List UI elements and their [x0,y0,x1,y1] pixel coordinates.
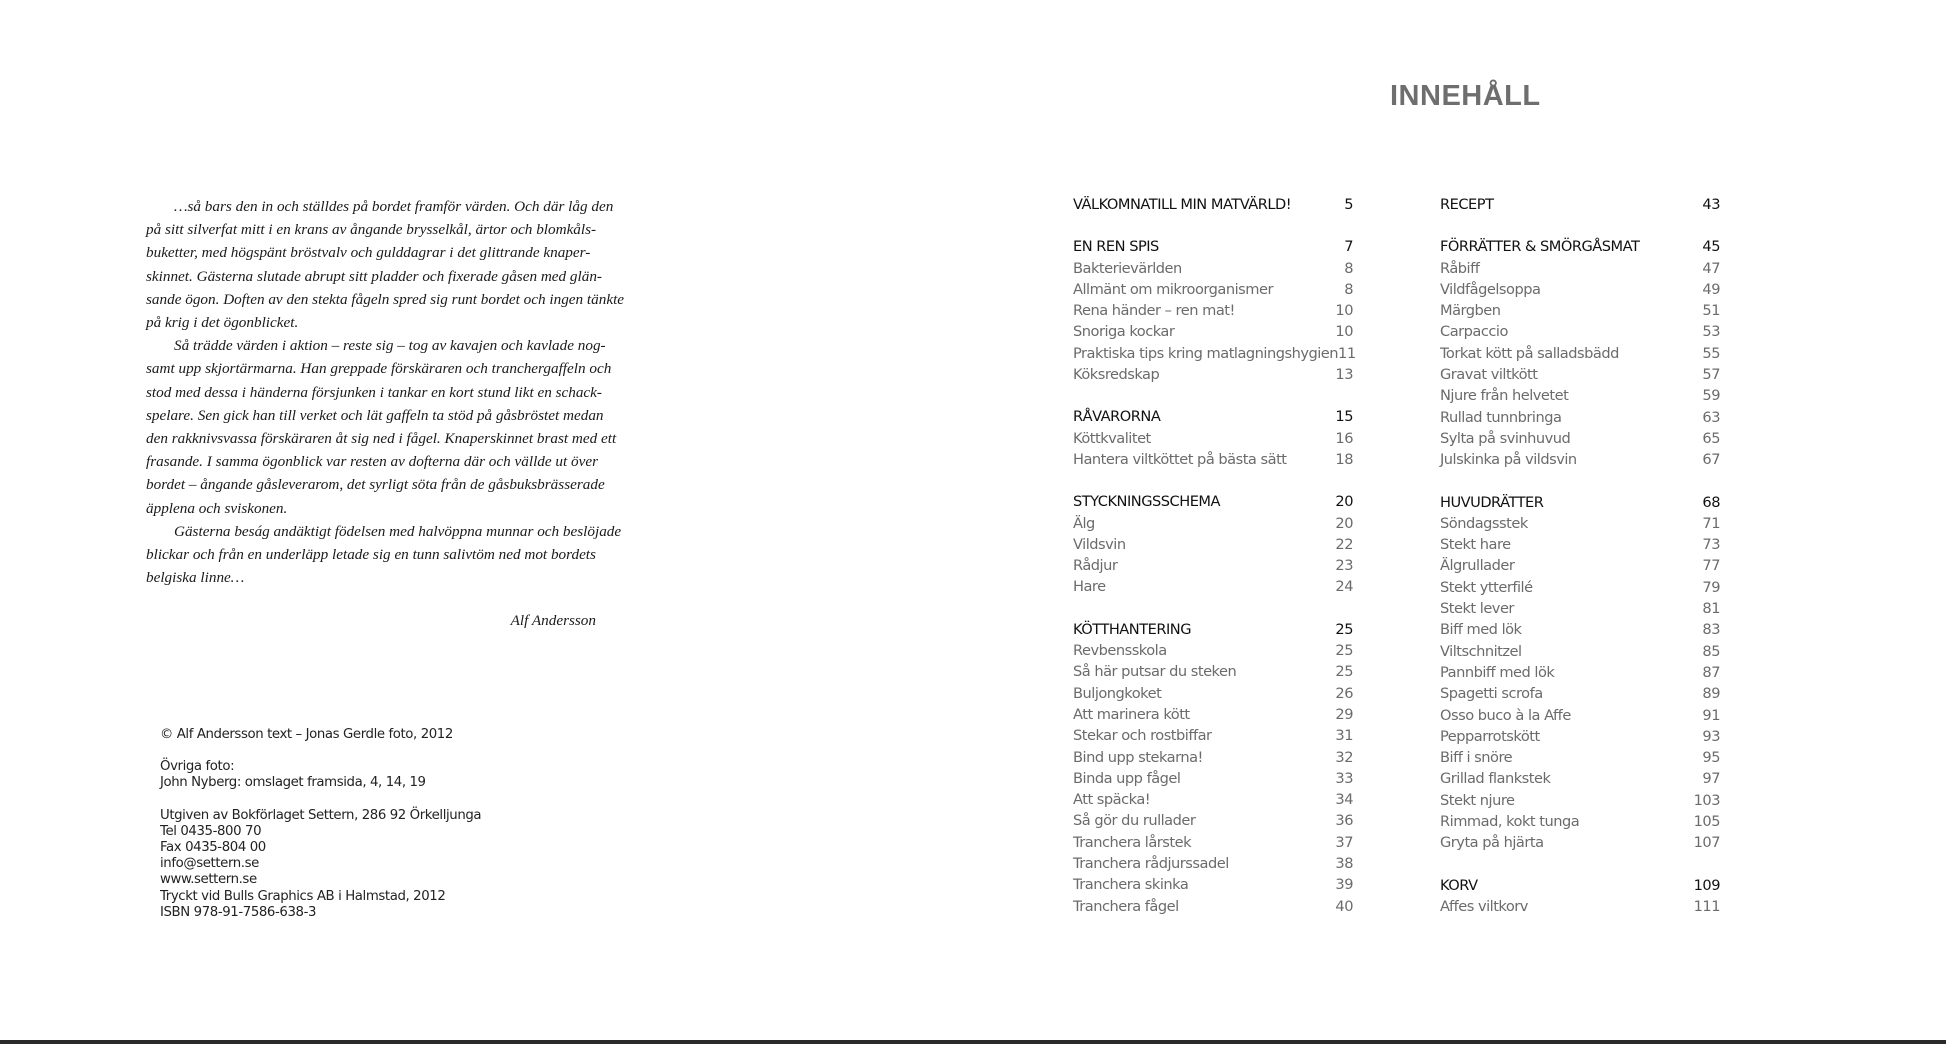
toc-entry [1073,302,1353,323]
toc-entry [1440,643,1720,664]
toc-section [1440,494,1720,856]
toc-entry-page: 53 [1702,323,1720,341]
toc-entry-title: Pepparrotskött [1440,727,1540,745]
toc-entry [1440,387,1720,408]
toc-entry-page: 95 [1702,749,1720,767]
toc-entry-title: Spagetti scrofa [1440,685,1543,703]
toc-entry-title: Tranchera skinka [1073,876,1189,894]
toc-entry-page: 25 [1335,663,1353,681]
toc-entry-title: Pannbiff med lök [1440,663,1555,681]
toc-entry-title: Revbensskola [1073,642,1167,660]
toc-entry-title: Biff med lök [1440,621,1522,639]
toc-entry-title: Hantera viltköttet på bästa sätt [1073,450,1287,468]
toc-entry-title: Gravat viltkött [1440,366,1538,384]
toc-entry-page: 73 [1702,536,1720,554]
toc-entry [1073,791,1353,812]
toc-entry-title: Tranchera fågel [1073,897,1179,915]
photo-heading: Övriga foto: [160,759,235,775]
toc-entry-title: Allmänt om mikroorganismer [1073,280,1273,298]
toc-entry-title: Att späcka! [1073,791,1151,809]
toc-heading-page: 45 [1702,238,1720,256]
toc-entry-title: Att marinera kött [1073,705,1190,723]
toc-entry [1440,834,1720,855]
toc-entry-page: 10 [1335,323,1353,341]
toc-entry [1440,451,1720,472]
toc-entry [1073,515,1353,536]
toc-entry [1440,409,1720,430]
toc-section-heading [1073,238,1353,259]
toc-entry-title: Stekt ytterfilé [1440,578,1533,596]
toc-entry-page: 105 [1693,813,1720,831]
toc-entry-title: Snoriga kockar [1073,323,1175,341]
toc-entry [1073,260,1353,281]
toc-entry-page: 83 [1702,621,1720,639]
toc-entry-page: 89 [1702,685,1720,703]
toc-entry [1073,366,1353,387]
toc-heading-title: KORV [1440,876,1478,894]
toc-entry [1073,876,1353,897]
toc-entry-title: Bind upp stekarna! [1073,748,1203,766]
toc-entry [1440,813,1720,834]
toc-section [1073,408,1353,472]
toc-entry-title: Grillad flankstek [1440,770,1551,788]
toc-entry-page: 32 [1335,748,1353,766]
toc-entry-page: 37 [1335,833,1353,851]
toc-column-left [1073,196,1356,940]
fax-line: Fax 0435-804 00 [160,840,266,856]
toc-entry-title: Älgrullader [1440,557,1515,575]
toc-entry [1073,663,1353,684]
toc-entry-page: 40 [1335,897,1353,915]
tel-line: Tel 0435-800 70 [160,823,262,839]
toc-heading-title: EN REN SPIS [1073,238,1159,256]
toc-entry-title: Rådjur [1073,557,1118,575]
toc-section-heading [1073,408,1353,429]
toc-entry [1440,728,1720,749]
toc-heading-title: VÄLKOMNATILL MIN MATVÄRLD! [1073,196,1292,213]
toc-entry [1440,557,1720,578]
toc-entry-title: Älg [1073,514,1095,532]
copyright-line: © Alf Andersson text – Jonas Gerdle foto, 2012 [160,727,453,742]
toc-entry-title: Bakterievärlden [1073,259,1182,277]
toc-entry-page: 79 [1702,578,1720,596]
toc-entry-title: Torkat kött på salladsbädd [1440,344,1619,362]
toc-entry-page: 51 [1702,302,1720,320]
toc-entry-page: 11 [1338,344,1356,362]
toc-entry-title: Hare [1073,578,1106,596]
toc-entry-page: 25 [1335,642,1353,660]
bottom-rule [0,1040,1946,1044]
quote-signature: Alf Andersson [510,612,596,629]
toc-entry-page: 111 [1693,897,1720,915]
email-line: info@settern.se [160,856,259,872]
toc-entry-title: Praktiska tips kring matlagningshygien [1073,344,1339,362]
toc-entry [1440,898,1720,919]
toc-entry-page: 22 [1335,535,1353,553]
toc-entry-title: Så gör du rullader [1073,812,1196,830]
toc-entry [1440,260,1720,281]
toc-entry-page: 103 [1693,791,1720,809]
toc-entry-title: Tranchera lårstek [1073,833,1192,851]
toc-title: INNEHÅLL [1390,80,1541,112]
toc-entry [1440,707,1720,728]
toc-heading-title: KÖTTHANTERING [1073,620,1192,638]
toc-entry-title: Rena händer – ren mat! [1073,302,1235,320]
toc-entry-page: 81 [1702,600,1720,618]
toc-entry-page: 67 [1702,451,1720,469]
toc-section-heading [1440,877,1720,898]
toc-heading-title: RÅVARORNA [1073,408,1161,426]
toc-entry-title: Julskinka på vildsvin [1440,451,1577,469]
toc-entry [1073,855,1353,876]
toc-entry-page: 13 [1335,366,1353,384]
toc-entry-page: 39 [1335,876,1353,894]
toc-entry-title: Vildsvin [1073,535,1126,553]
toc-entry-page: 8 [1344,259,1353,277]
photo-credit: John Nyberg: omslaget framsida, 4, 14, 19 [160,775,426,791]
toc-entry-title: Så här putsar du steken [1073,663,1237,681]
toc-entry-page: 16 [1335,429,1353,447]
toc-entry-page: 63 [1702,408,1720,426]
toc-entry-title: Affes viltkorv [1440,897,1528,915]
toc-entry-page: 93 [1702,727,1720,745]
toc-entry-page: 65 [1702,429,1720,447]
toc-entry [1440,323,1720,344]
toc-section-heading [1073,621,1353,642]
toc-entry-page: 47 [1702,259,1720,277]
colophon [160,727,580,937]
toc-entry-title: Rullad tunnbringa [1440,408,1562,426]
toc-entry-title: Gryta på hjärta [1440,834,1544,852]
toc-section-heading [1073,196,1353,217]
isbn-line: ISBN 978-91-7586-638-3 [160,904,317,920]
toc-entry [1073,536,1353,557]
toc-entry-page: 33 [1335,769,1353,787]
toc-section [1073,493,1353,599]
toc-heading-page: 5 [1344,196,1353,213]
toc-entry-title: Köksredskap [1073,366,1160,384]
toc-entry-page: 10 [1335,302,1353,320]
toc-entry-title: Köttkvalitet [1073,429,1151,447]
toc-entry-page: 49 [1702,280,1720,298]
toc-entry [1440,579,1720,600]
toc-column-right [1440,196,1720,940]
toc-heading-title: HUVUDRÄTTER [1440,493,1544,511]
toc-entry-page: 36 [1335,812,1353,830]
toc-entry-page: 8 [1344,280,1353,298]
toc-entry [1440,515,1720,536]
toc-entry-page: 23 [1335,557,1353,575]
toc-entry-title: Stekt hare [1440,536,1511,554]
toc-entry [1073,727,1353,748]
foreword-quote [146,195,630,589]
toc-section [1440,877,1720,920]
toc-entry-title: Sylta på svinhuvud [1440,429,1571,447]
toc-entry-page: 107 [1693,834,1720,852]
toc-entry-page: 34 [1335,791,1353,809]
toc-section-heading [1073,493,1353,514]
toc-entry [1073,557,1353,578]
toc-entry-page: 77 [1702,557,1720,575]
toc-section [1073,621,1353,919]
toc-entry [1073,834,1353,855]
toc-entry [1073,281,1353,302]
toc-entry [1073,770,1353,791]
toc-entry [1073,578,1353,599]
publisher-line: Utgiven av Bokförlaget Settern, 286 92 Örkelljunga [160,807,482,823]
toc-entry [1440,281,1720,302]
toc-entry [1440,770,1720,791]
quote-paragraph-1: …så bars den in och ställdes på bordet framför värden. Och där låg den på sitt silverfat mitt i en krans av ångande brysselkål, ärtor och blomkåls- buketter, med högspänt bröstvalv och gulddagrar i det glittrande knaper- skinnet. Gästerna slutade abrupt sitt pladder och fixerade gåsen med glän- sande ögon. Doften av den stekta fågeln spred sig runt bordet och ingen tänkte på krig i det ögonblicket. [146,198,625,332]
toc-heading-page: 20 [1335,493,1353,511]
toc-entry-page: 59 [1702,387,1720,405]
printer-line: Tryckt vid Bulls Graphics AB i Halmstad, 2012 [160,888,446,904]
toc-entry [1073,685,1353,706]
toc-section [1440,238,1720,472]
toc-heading-page: 15 [1335,408,1353,426]
toc-entry-page: 26 [1335,684,1353,702]
toc-entry [1440,366,1720,387]
toc-entry [1073,451,1353,472]
toc-entry [1440,621,1720,642]
toc-entry-title: Binda upp fågel [1073,769,1181,787]
toc-entry-title: Märgben [1440,302,1501,320]
toc-section-heading [1440,238,1720,259]
toc-heading-title: FÖRRÄTTER & SMÖRGÅSMAT [1440,238,1640,256]
toc-entry-title: Vildfågelsoppa [1440,280,1541,298]
web-line: www.settern.se [160,872,257,888]
toc-entry [1073,749,1353,770]
toc-heading-title: STYCKNINGSSCHEMA [1073,493,1220,511]
toc-entry-title: Buljongkoket [1073,684,1162,702]
toc-entry [1440,430,1720,451]
toc-entry-title: Söndagsstek [1440,514,1528,532]
toc-entry [1073,430,1353,451]
toc-entry-page: 85 [1702,642,1720,660]
toc-section [1073,238,1356,387]
toc-entry [1073,344,1356,366]
toc-entry-title: Rimmad, kokt tunga [1440,813,1580,831]
toc-entry [1073,706,1353,727]
toc-entry-title: Stekt lever [1440,600,1514,618]
toc-entry-title: Biff i snöre [1440,749,1513,767]
toc-heading-page: 68 [1702,493,1720,511]
toc-entry-title: Stekar och rostbiffar [1073,727,1212,745]
toc-entry-page: 55 [1702,344,1720,362]
toc-entry-title: Carpaccio [1440,323,1508,341]
toc-entry [1073,323,1353,344]
toc-entry-page: 18 [1335,450,1353,468]
toc-heading-page: 43 [1702,196,1720,213]
toc-entry-page: 29 [1335,705,1353,723]
toc-entry [1440,302,1720,323]
toc-entry [1440,749,1720,770]
toc-entry [1440,685,1720,706]
toc-entry [1440,600,1720,621]
toc-section-heading [1440,196,1720,217]
toc-section [1440,196,1720,217]
toc-entry-title: Stekt njure [1440,791,1515,809]
toc-heading-page: 25 [1335,620,1353,638]
toc-heading-title: RECEPT [1440,196,1494,213]
toc-entry [1440,792,1720,813]
toc-entry-page: 38 [1335,855,1353,873]
toc-entry-page: 71 [1702,514,1720,532]
toc-entry-page: 57 [1702,366,1720,384]
quote-paragraph-2: Så trädde värden i aktion – reste sig – tog av kavajen och kavlade nog- samt upp skjortärmarna. Han greppade förskäraren och tranchergaffeln och stod med dessa i händerna försjunken i tankar en kort stund likt en schack- spelare. Sen gick han till verket och lät gaffeln ta stöd på gåsbröstet medan den rakknivsvassa förskäraren åt sig ned i fågel. Knaperskinnet brast med ett frasande. I samma ögonblick var resten av dofterna där och vällde ut över bordet – ångande gåsleverarom, det syrligt söta från de gåsbuksbrässerade äpplena och sviskonen. [146,337,617,517]
toc-entry-title: Råbiff [1440,259,1480,277]
toc-entry-page: 97 [1702,770,1720,788]
toc-entry [1073,642,1353,663]
toc-heading-page: 109 [1693,876,1720,894]
toc-entry-page: 91 [1702,706,1720,724]
quote-paragraph-3: Gästerna beság andäktigt födelsen med halvöppna munnar och beslöjade blickar och från en underläpp letade sig en tunn salivtöm ned mot bordets belgiska linne… [146,522,622,587]
toc-heading-page: 7 [1344,238,1353,256]
toc-section-heading [1440,494,1720,515]
toc-entry [1073,812,1353,833]
toc-entry-title: Viltschnitzel [1440,642,1522,660]
toc-entry-page: 31 [1335,727,1353,745]
toc-entry [1073,898,1353,919]
toc-entry-page: 87 [1702,663,1720,681]
toc-entry-title: Osso buco à la Affe [1440,706,1571,724]
toc-entry-page: 24 [1335,578,1353,596]
toc-section [1073,196,1353,217]
toc-entry [1440,536,1720,557]
toc-entry [1440,345,1720,366]
toc-entry [1440,664,1720,685]
toc-entry-page: 20 [1335,514,1353,532]
toc-entry-title: Tranchera rådjurssadel [1073,855,1229,873]
toc-entry-title: Njure från helvetet [1440,387,1569,405]
